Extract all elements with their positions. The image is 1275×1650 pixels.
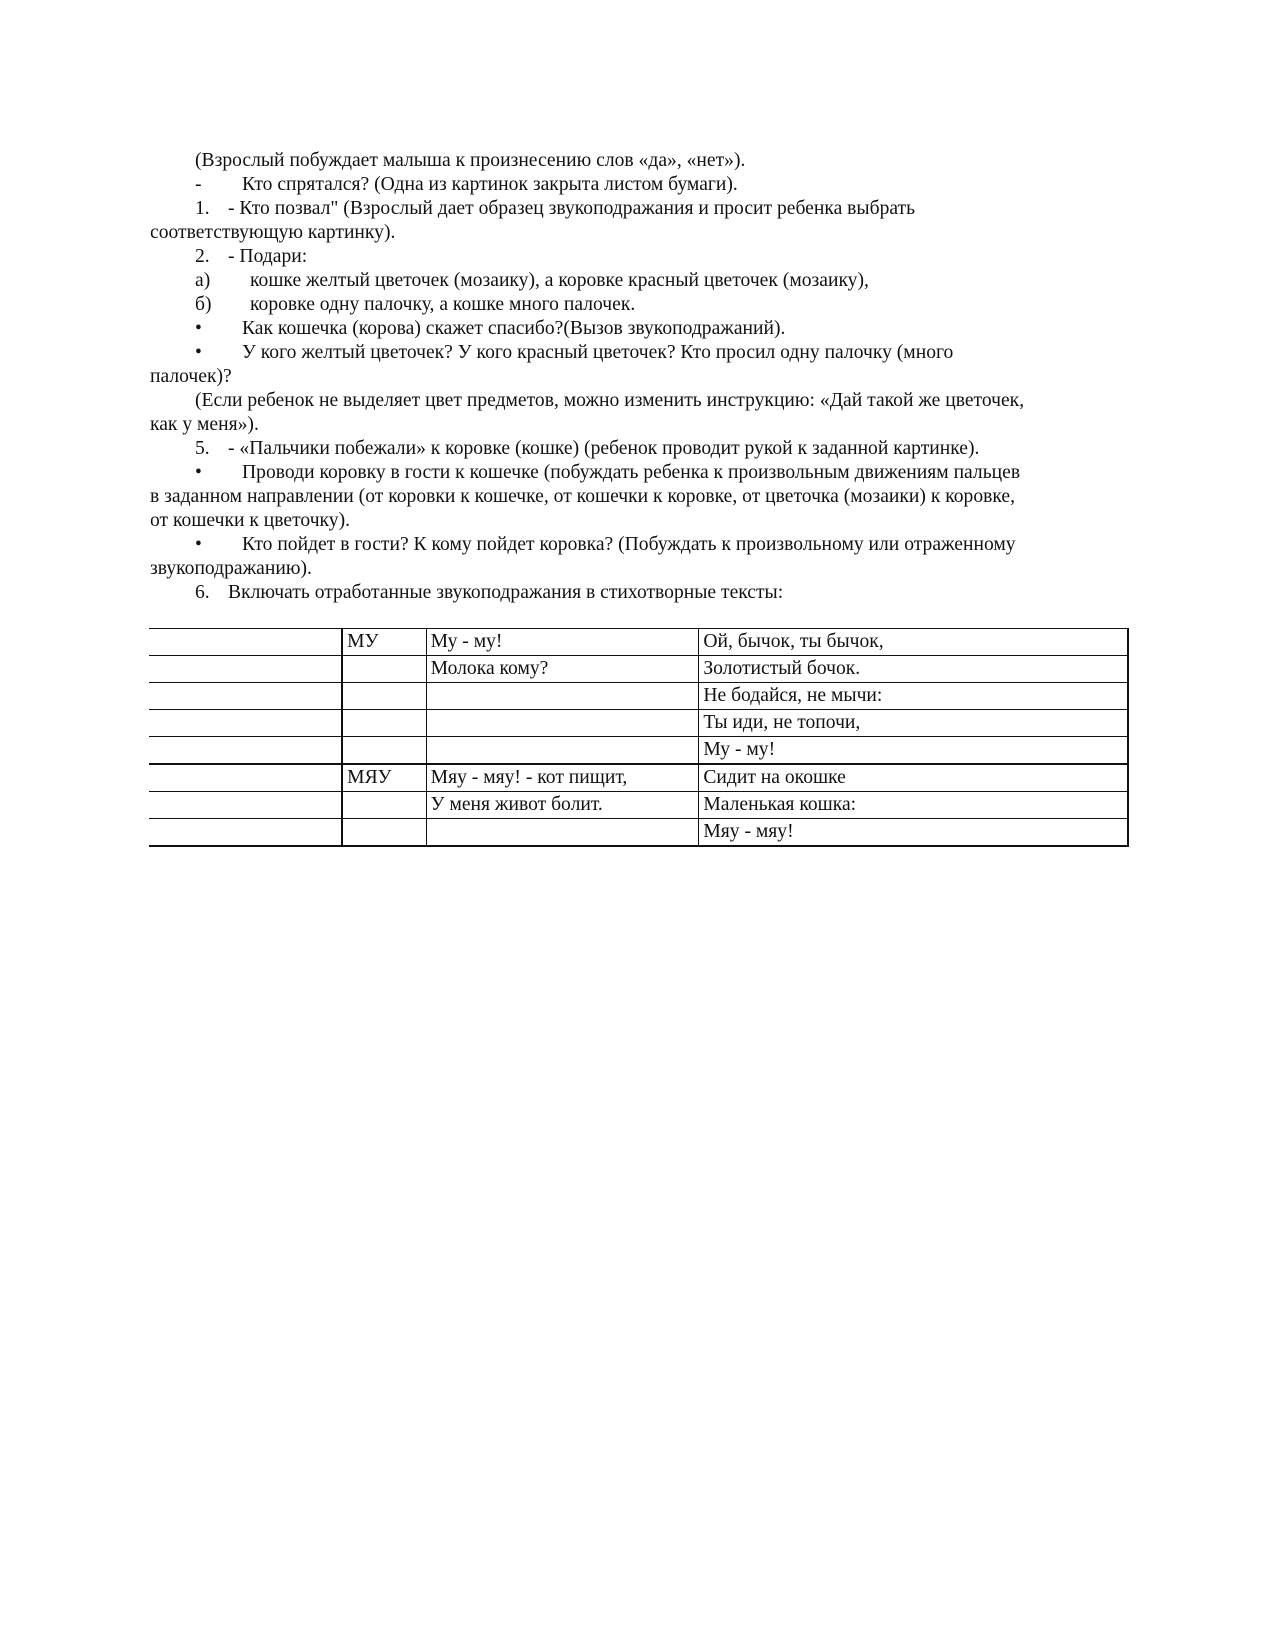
table-row [149,710,1128,737]
table-cell [149,764,342,792]
bullet-item: • У кого желтый цветочек? У кого красный цветочек? Кто просил одну палочку (много [195,342,954,363]
bullet-icon: • [195,318,202,339]
poems-table [149,628,1129,847]
paragraph-line: от кошечки к цветочку). [150,510,351,531]
sound-cell [342,710,426,737]
numbered-item-2: 2. - Подари: [195,246,308,267]
table-cell [149,656,342,683]
table-cell: Мяу - мяу! - кот пищит, [426,764,699,792]
numbered-item-6: 6. Включать отработанные звукоподражания в стихотворные тексты: [195,582,784,603]
table-cell: Мяу - мяу! [699,819,1128,847]
dash-item: - Кто спрятался? (Одна из картинок закрыта листом бумаги). [195,174,738,195]
table-cell: Золотистый бочок. [699,656,1128,683]
list-marker: - [195,174,202,195]
table-cell [149,629,342,656]
sound-cell [342,792,426,819]
table-row [149,819,1128,847]
paragraph-line: (Взрослый побуждает малыша к произнесению слов «да», «нет»). [195,150,746,171]
table-row [149,764,1128,792]
list-marker: а) [195,270,211,291]
numbered-item-1: 1. - Кто позвал" (Взрослый дает образец звукоподражания и просит ребенка выбрать [195,198,916,219]
bullet-icon: • [195,342,202,363]
instructions-text [150,149,1130,605]
list-marker: б) [195,294,212,315]
bullet-item: • Проводи коровку в гости к кошечке (побуждать ребенка к произвольным движениям пальцев [195,462,1021,483]
sound-cell [342,656,426,683]
sound-cell: МЯУ [342,764,426,792]
table-cell: Му - му! [699,737,1128,765]
table-cell: Ты иди, не топочи, [699,710,1128,737]
table-cell [149,792,342,819]
table-row [149,656,1128,683]
table-cell [426,683,699,710]
list-marker: 5. [195,438,210,459]
table-cell: У меня живот болит. [426,792,699,819]
table-cell: Маленькая кошка: [699,792,1128,819]
bullet-icon: • [195,534,202,555]
bullet-item: • Как кошечка (корова) скажет спасибо?(Вызов звукоподражаний). [195,318,786,339]
sound-cell: МУ [342,629,426,656]
numbered-item-5: 5. - «Пальчики побежали» к коровке (кошке) (ребенок проводит рукой к заданной картинке). [195,438,980,459]
list-marker: 1. [195,198,210,219]
lettered-item-b: б) коровке одну палочку, а кошке много палочек. [195,294,636,315]
table-cell: Му - му! [426,629,699,656]
lettered-item-a: а) кошке желтый цветочек (мозаику), а коровке красный цветочек (мозаику), [195,270,869,291]
paragraph-line: в заданном направлении (от коровки к кошечке, от кошечки к коровке, от цветочка (мозаики) к коровке, [150,486,1016,507]
table-cell [426,710,699,737]
table-row [149,792,1128,819]
paragraph-line: (Если ребенок не выделяет цвет предметов, можно изменить инструкцию: «Дай такой же цветочек, [195,390,1025,411]
table-cell [149,819,342,847]
table-cell [426,737,699,765]
table-row [149,737,1128,765]
table-row [149,629,1128,656]
sound-cell [342,683,426,710]
table-cell [149,683,342,710]
list-marker: 6. [195,582,210,603]
table-cell: Сидит на окошке [699,764,1128,792]
table-cell [149,710,342,737]
bullet-icon: • [195,462,202,483]
table-cell [149,737,342,765]
table-cell: Не бодайся, не мычи: [699,683,1128,710]
paragraph-line: звукоподражанию). [150,558,312,579]
bullet-item: • Кто пойдет в гости? К кому пойдет коровка? (Побуждать к произвольному или отраженному [195,534,1016,555]
table-cell: Молока кому? [426,656,699,683]
paragraph-line: как у меня»). [150,414,259,435]
paragraph-line: соответствующую картинку). [150,222,396,243]
table-cell: Ой, бычок, ты бычок, [699,629,1128,656]
sound-cell [342,819,426,847]
table-row [149,683,1128,710]
paragraph-line: палочек)? [150,366,232,387]
table-cell [426,819,699,847]
sound-cell [342,737,426,765]
list-marker: 2. [195,246,210,267]
